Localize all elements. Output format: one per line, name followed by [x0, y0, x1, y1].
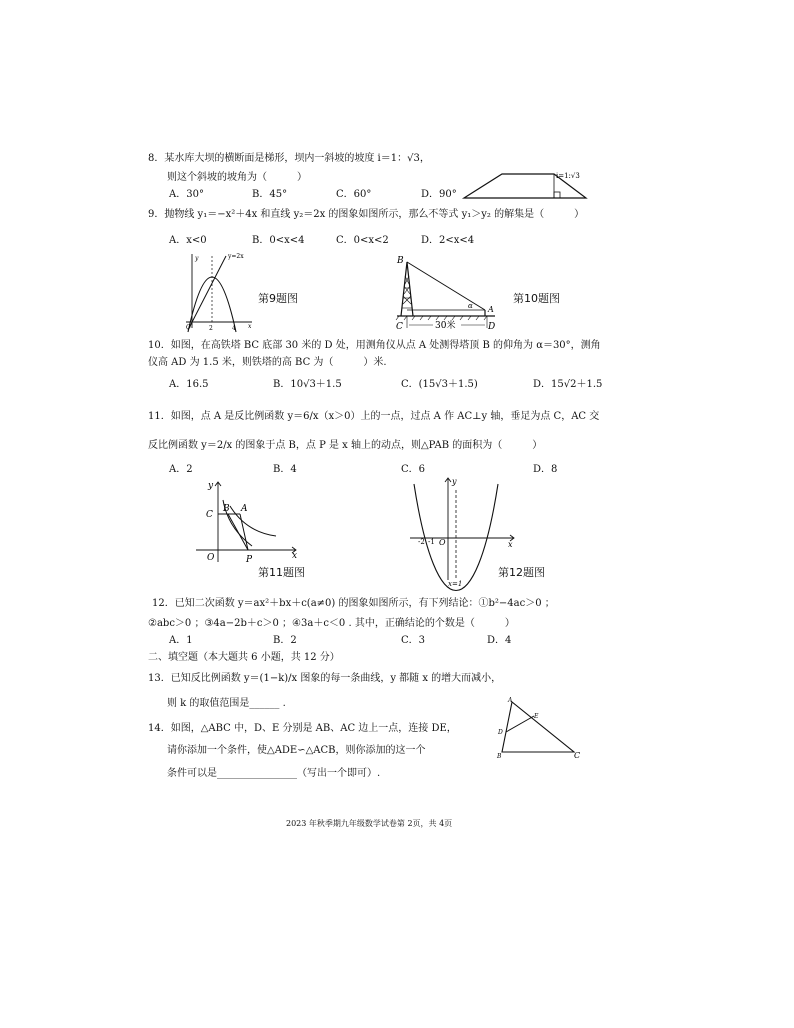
- q8-option-c[interactable]: C．60°: [336, 189, 372, 200]
- q14-point-a: A: [508, 697, 513, 704]
- q12-line2: ②abc＞0 ；③4a−2b＋c＞0 ；④3a＋c＜0 . 其中，正确结论的个数是（ ）: [148, 618, 515, 629]
- q12-tick-minus2: -2: [418, 538, 425, 546]
- q9-caption: 第9题图: [258, 292, 298, 305]
- q8-option-d[interactable]: D．90°: [421, 189, 457, 200]
- q10-distance-label: 30米: [435, 321, 456, 331]
- q10-point-c: C: [396, 322, 403, 332]
- q9-origin-label: O: [186, 324, 191, 331]
- q10-option-c[interactable]: C．(15√3＋1.5): [401, 379, 478, 390]
- page-footer: 2023 年秋季期九年级数学试卷第 2页，共 4页: [286, 819, 453, 828]
- q9-option-d[interactable]: D．2<x<4: [421, 235, 475, 246]
- q11-option-d[interactable]: D．8: [533, 464, 558, 475]
- q12-axis-of-symmetry: x=1: [448, 580, 463, 588]
- q12-x-label: x: [508, 540, 513, 549]
- q10-option-d[interactable]: D．15√2＋1.5: [533, 379, 603, 390]
- q14-point-c: C: [574, 751, 581, 760]
- q10-option-a[interactable]: A．16.5: [169, 379, 209, 390]
- q10-point-d: D: [488, 322, 496, 332]
- q8-dam-figure: [462, 168, 592, 200]
- q10-point-b: B: [397, 256, 404, 266]
- q12-option-d[interactable]: D．4: [487, 635, 512, 646]
- q11-line1: 11．如图，点 A 是反比例函数 y＝6/x（x＞0）上的一点，过点 A 作 AC⊥y 轴，垂足为点 C，AC 交: [148, 411, 600, 422]
- q9-graph: [182, 252, 254, 332]
- q9-line1: 9．抛物线 y₁＝−x²＋4x 和直线 y₂＝2x 的图象如图所示，那么不等式 y₁＞y₂ 的解集是（ ）: [148, 209, 585, 220]
- q11-origin-label: O: [207, 553, 215, 563]
- q11-point-c: C: [206, 510, 213, 520]
- q14-line2: 请你添加一个条件，使△ADE∽△ACB，则你添加的这一个: [167, 745, 426, 756]
- q10-angle-alpha: α: [468, 302, 473, 310]
- q11-option-c[interactable]: C．6: [401, 464, 426, 475]
- q14-triangle-figure: [494, 694, 584, 760]
- q12-origin-label: O: [439, 538, 446, 547]
- q8-option-b[interactable]: B．45°: [252, 189, 288, 200]
- q14-point-e: E: [534, 713, 539, 720]
- q10-line2: 仪高 AD 为 1.5 米，则铁塔的高 BC 为（ ）米.: [148, 357, 387, 368]
- q12-option-b[interactable]: B．2: [273, 635, 297, 646]
- q12-y-label: y: [452, 477, 457, 486]
- q9-tick-2: 2: [209, 325, 213, 332]
- q8-line2: 则这个斜坡的坡角为（ ）: [167, 172, 307, 183]
- q10-tower-figure: [395, 254, 505, 334]
- q14-line1: 14．如图，△ABC 中，D、E 分别是 AB、AC 边上一点，连接 DE，: [148, 723, 457, 734]
- q11-option-a[interactable]: A．2: [169, 464, 193, 475]
- q12-caption: 第12题图: [498, 566, 545, 579]
- q9-line-label: y=2x: [228, 253, 244, 260]
- q9-option-b[interactable]: B．0<x<4: [252, 235, 305, 246]
- q9-option-c[interactable]: C．0<x<2: [336, 235, 389, 246]
- q8-line1: 8．某水库大坝的横断面是梯形，坝内一斜坡的坡度 i＝1：√3，: [148, 153, 430, 164]
- q8-option-a[interactable]: A．30°: [169, 189, 204, 200]
- q11-point-a: A: [241, 504, 248, 514]
- section-fill-in-heading: 二、填空题（本大题共 6 小题，共 12 分）: [148, 652, 340, 663]
- q10-caption: 第10题图: [513, 292, 560, 305]
- q11-caption: 第11题图: [258, 566, 305, 579]
- q11-y-label: y: [208, 481, 214, 491]
- q13-line2: 则 k 的取值范围是______ .: [167, 698, 286, 709]
- q10-option-b[interactable]: B．10√3＋1.5: [273, 379, 342, 390]
- q11-point-b: B: [223, 504, 230, 514]
- q13-line1: 13．已知反比例函数 y＝(1−k)/x 图象的每一条曲线，y 都随 x 的增大而减小，: [148, 673, 502, 684]
- q10-point-a: A: [488, 305, 494, 314]
- q12-option-a[interactable]: A．1: [169, 635, 193, 646]
- q14-point-b: B: [497, 753, 502, 760]
- q10-line1: 10．如图，在高铁塔 BC 底部 30 米的 D 处，用测角仪从点 A 处测得塔顶 B 的仰角为 α＝30°，测角: [148, 340, 601, 351]
- q12-tick-minus1: -1: [428, 538, 435, 546]
- q12-option-c[interactable]: C．3: [401, 635, 426, 646]
- q11-x-label: x: [292, 551, 298, 561]
- q14-line3: 条件可以是________________（写出一个即可）.: [167, 768, 381, 779]
- q8-slope-label: i=1:√3: [556, 172, 580, 180]
- q12-line1: 12．已知二次函数 y＝ax²＋bx＋c(a≠0) 的图象如图所示，有下列结论：①b²−4ac＞0 ；: [152, 598, 555, 609]
- q11-graph: [190, 478, 300, 568]
- q11-option-b[interactable]: B．4: [273, 464, 297, 475]
- q9-tick-4: 4: [232, 325, 236, 332]
- q14-point-d: D: [498, 729, 503, 736]
- q9-option-a[interactable]: A．x<0: [169, 235, 207, 246]
- q9-x-axis-label: x: [248, 323, 252, 330]
- q11-point-p: P: [246, 555, 253, 565]
- q11-line2: 反比例函数 y＝2/x 的图象于点 B，点 P 是 x 轴上的动点，则△PAB 的面积为（ ）: [148, 440, 543, 451]
- q9-y-axis-label: y: [195, 255, 199, 262]
